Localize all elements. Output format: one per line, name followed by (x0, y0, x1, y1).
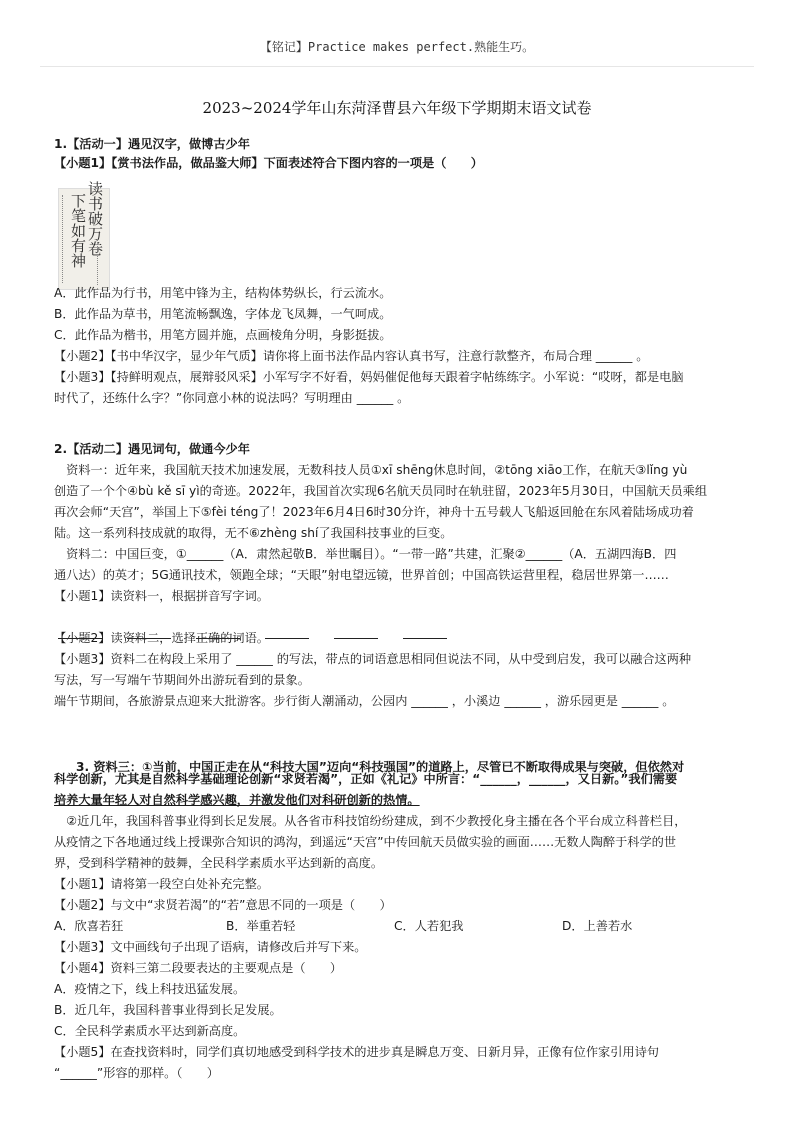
text-line: 【小题3】【持鲜明观点，展辩驳风采】小军写字不好看，妈妈催促他每天跟着字帖练练字。小军说：“哎呀，都是电脑 (54, 370, 684, 384)
text-line: B．近几年，我国科普事业得到长足发展。 (54, 1003, 282, 1017)
text-line: A．疫情之下，线上科技迅猛发展。 (54, 982, 246, 996)
text-line: 1.【活动一】遇见汉字，做博古少年 (54, 137, 250, 151)
text-line: 2.【活动二】遇见词句，做通今少年 (54, 442, 250, 456)
answer-blank-1[interactable] (58, 628, 102, 639)
text-line: ②近几年，我国科普事业得到长足发展。从各省市科技馆纷纷建成，到不少教授化身主播在各个平台成立科普栏目， (54, 814, 687, 828)
text-line: 【小题2】【书中华汉字，显少年气质】请你将上面书法作品内容认真书写，注意行款整齐，布局合理 ______ 。 (54, 349, 649, 363)
question-3-heading: 3. 资料三：①当前，中国正走在从“科技大国”迈向“科技强国”的道路上，尽管已不断取得成果与突破，但依然对 (76, 760, 685, 774)
calligraphy-image (58, 181, 110, 290)
text-line: 界，受到科学精神的鼓舞，全民科学素质水平达到新的高度。 (54, 856, 384, 870)
answer-blank-6[interactable] (403, 628, 447, 639)
text-line: 资料二：中国巨变，①______（A．肃然起敬B．举世瞩目）。“一带一路”共建，汇聚②______（A．五湖四海B．四 (54, 547, 677, 561)
text-line: 【小题4】资料三第二段要表达的主要观点是（ ） (54, 961, 343, 975)
option-c[interactable]: C．人若犯我 (394, 919, 464, 933)
text-line: 【小题1】读资料一，根据拼音写字词。 (54, 589, 269, 603)
text-line: 从疫情之下各地通过线上授课弥合知识的鸿沟，到遥远“天宫”中传回航天员做实验的画面……无数人陶醉于科学的世 (54, 835, 677, 849)
answer-blank-5[interactable] (334, 628, 378, 639)
text-line: B．此作品为草书，用笔流畅飘逸，字体龙飞凤舞，一气呵成。 (54, 307, 392, 321)
page-header: 【铭记】Practice makes perfect.熟能生巧。 (259, 40, 535, 54)
calligraphy-col-2: 下笔如有神 (69, 193, 87, 268)
text-line: 科学创新，尤其是自然科学基础理论创新“求贤若渴”，正如《礼记》中所言：“______，______，又日新。”我们需要 (54, 772, 678, 786)
text-line: 陆。这一系列科技成就的取得，无不⑥zhèng shí了我国科技事业的巨变。 (54, 526, 453, 540)
text-line: 再次会师“天宫”，举国上下⑤fèi téng了！2023年6月4日6时30分许，神舟十五号载人飞船返回舱在东风着陆场成功着 (54, 505, 694, 519)
text-line: 培养大量年轻人对自然科学感兴趣，并激发他们对科研创新的热情。 (54, 793, 420, 807)
calligraphy-signature (97, 239, 102, 285)
text-line: 资料一：近年来，我国航天技术加速发展，无数科技人员①xī shēng休息时间，②tōng xiāo工作，在航天③lǐng yù (54, 463, 688, 477)
header-divider (40, 66, 754, 67)
calligraphy-inscription (62, 195, 67, 283)
text-line: 创造了一个个④bù kě sī yì的奇迹。2022年，我国首次实现6名航天员同时在轨驻留，2023年5月30日，中国航天员乘组 (54, 484, 708, 498)
option-d[interactable]: D．上善若水 (562, 919, 633, 933)
text-line: C．全民科学素质水平达到新高度。 (54, 1024, 246, 1038)
option-a[interactable]: A．欣喜若狂 (54, 919, 124, 933)
text-line: 【小题5】在查找资料时，同学们真切地感受到科学技术的进步真是瞬息万变、日新月异，正像有位作家引用诗句 (54, 1045, 659, 1059)
text-line: 【小题1】请将第一段空白处补充完整。 (54, 877, 269, 891)
text-line: 时代了，还练什么字？”你同意小林的说法吗？写明理由 ______ 。 (54, 391, 410, 405)
pinyin-answer-blanks (58, 624, 467, 643)
text-line: “______”形容的那样。（ ） (54, 1066, 219, 1080)
text-line: 写法，写一写端午节期间外出游玩看到的景象。 (54, 673, 310, 687)
text-line: 【小题2】与文中“求贤若渴”的“若”意思不同的一项是（ ） (54, 898, 392, 912)
text-line: 【小题2】读资料二，选择正确的词语。 (54, 631, 269, 645)
exam-title: 2023~2024学年山东菏泽曹县六年级下学期期末语文试卷 (202, 99, 592, 117)
answer-blank-3[interactable] (196, 628, 240, 639)
text-line: 端午节期间，各旅游景点迎来大批游客。步行街人潮涌动，公园内 ______ ，小溪边 ______ ，游乐园更是 ______ 。 (54, 694, 675, 708)
text-line: 【小题3】文中画线句子出现了语病，请修改后并写下来。 (54, 940, 367, 954)
text-line: C．此作品为楷书，用笔方圆并施，点画棱角分明，身影挺拔。 (54, 328, 392, 342)
answer-blank-4[interactable] (265, 628, 309, 639)
text-line: 通八达）的英才；5G通讯技术，领跑全球；“天眼”射电望远镜，世界首创；中国高铁运营里程，稳居世界第一…… (54, 568, 669, 582)
text-line: 【小题1】【赏书法作品，做品鉴大师】下面表述符合下图内容的一项是（ ） (54, 156, 483, 170)
calligraphy-col-1: 读书破万卷 (86, 181, 104, 256)
text-line: A．此作品为行书，用笔中锋为主，结构体势纵长，行云流水。 (54, 286, 392, 300)
text-line: 【小题3】资料二在构段上采用了 ______ 的写法，带点的词语意思相同但说法不同，从中受到启发，我可以融合这两种 (54, 652, 692, 666)
option-b[interactable]: B．举重若轻 (226, 919, 296, 933)
answer-blank-2[interactable] (127, 628, 171, 639)
